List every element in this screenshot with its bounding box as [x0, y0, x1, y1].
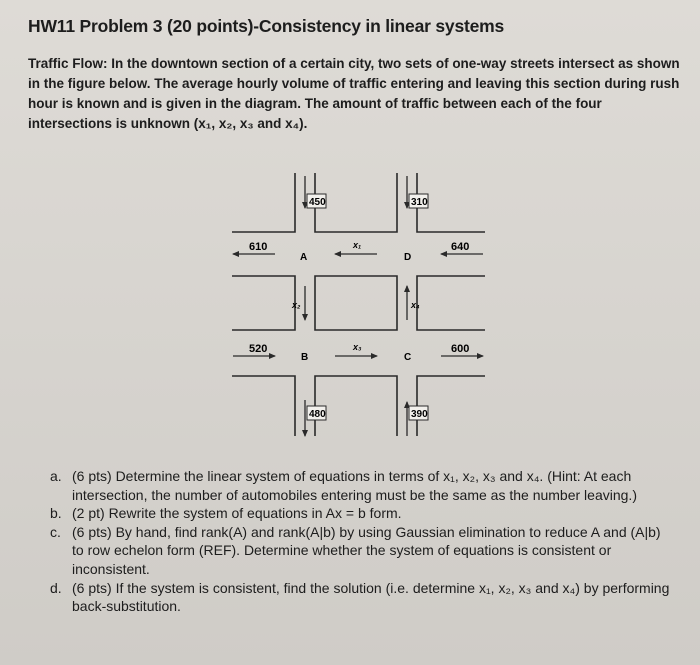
street-lines	[232, 173, 485, 436]
flow-labels	[249, 194, 469, 420]
unknown-x1: x₁	[353, 240, 362, 250]
unknown-labels	[291, 240, 420, 352]
question-d	[50, 579, 670, 616]
intersection-d: D	[404, 252, 412, 263]
flow-label-310: 310	[411, 197, 428, 208]
flow-label-480: 480	[309, 409, 326, 420]
flow-label-610: 610	[249, 241, 268, 253]
intersection-c: C	[404, 352, 412, 363]
problem-intro	[28, 54, 688, 134]
flow-label-450: 450	[309, 197, 326, 208]
question-b	[50, 504, 670, 523]
flow-label-390: 390	[411, 409, 428, 420]
question-letter: d.	[50, 579, 62, 596]
question-text: (6 pts) Determine the linear system of equations in terms of x₁, x₂, x₃ and x₄. (Hint: At each intersection, the number of automobiles entering must be the same as the number leaving.)	[72, 468, 637, 503]
flow-label-640: 640	[451, 241, 470, 253]
question-letter: c.	[50, 523, 61, 540]
problem-title: HW11 Problem 3 (20 points)-Consistency in linear systems	[28, 16, 505, 36]
flow-label-600: 600	[451, 343, 470, 355]
intersection-b: B	[301, 352, 309, 363]
flow-arrows	[233, 176, 483, 436]
flow-label-520: 520	[249, 343, 268, 355]
question-a	[50, 467, 670, 504]
question-text: (6 pts) By hand, find rank(A) and rank(A|b) by using Gaussian elimination to reduce A and (A|b) to row echelon form (REF). Determine whether the system of equations is consistent or inconsistent.	[72, 523, 661, 577]
question-c	[50, 523, 670, 579]
unknown-x3: x₃	[353, 342, 362, 352]
question-text: (6 pts) If the system is consistent, find the solution (i.e. determine x₁, x₂, x₃ and x₄) by performing back-substitution.	[72, 579, 670, 615]
intro-text: In the downtown section of a certain city, two sets of one-way streets intersect as shown in the figure below. The average hourly volume of traffic entering and leaving this section during rush hour is known and is given in the diagram. The amount of traffic between each of the four intersections is unknown (x₁, x₂, x₃ and x₄).	[28, 56, 680, 131]
unknown-x4: x₄	[411, 300, 420, 310]
traffic-flow-diagram	[215, 168, 505, 448]
question-letter: a.	[50, 468, 62, 484]
unknown-x2: x₂	[292, 300, 301, 310]
question-letter: b.	[50, 505, 62, 522]
question-text: (2 pt) Rewrite the system of equations in Ax = b form.	[72, 505, 402, 522]
intersection-a: A	[300, 252, 308, 263]
question-list	[50, 467, 670, 616]
intro-label: Traffic Flow:	[28, 56, 108, 71]
